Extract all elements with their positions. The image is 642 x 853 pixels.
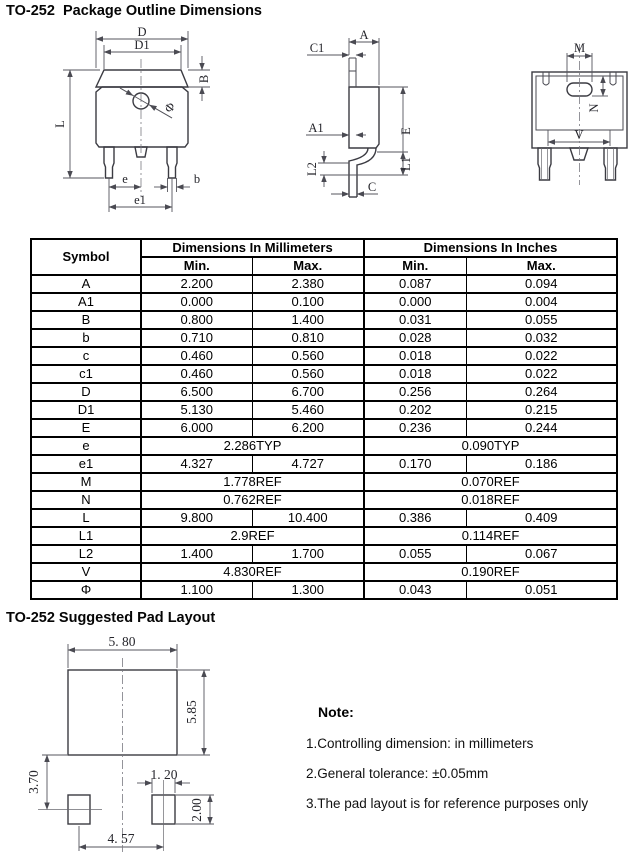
table-cell: 9.800 (141, 509, 252, 527)
table-cell: M (31, 473, 141, 491)
dim-label-e1: e1 (134, 193, 146, 207)
table-cell: 0.055 (364, 545, 466, 563)
table-cell: D (31, 383, 141, 401)
table-row (31, 329, 617, 347)
note-item-2: 2.General tolerance: ±0.05mm (306, 766, 489, 781)
table-cell: B (31, 311, 141, 329)
dim-label-A1: A1 (308, 121, 324, 135)
table-cell: 0.043 (364, 581, 466, 599)
table-cell: A1 (31, 293, 141, 311)
dim-label-A: A (359, 28, 369, 42)
table-cell: 6.700 (252, 383, 364, 401)
table-cell: 0.022 (466, 347, 617, 365)
table-row (31, 473, 617, 491)
table-cell: b (31, 329, 141, 347)
table-cell: 4.830REF (141, 563, 364, 581)
note-item-3: 3.The pad layout is for reference purposes only (306, 796, 589, 811)
table-cell: 0.560 (252, 347, 364, 365)
table-cell: 0.710 (141, 329, 252, 347)
table-cell: 0.070REF (364, 473, 617, 491)
table-cell: 0.022 (466, 365, 617, 383)
table-row (31, 563, 617, 581)
table-cell: 6.200 (252, 419, 364, 437)
dim-label-L: L (53, 120, 67, 128)
table-cell: 0.018REF (364, 491, 617, 509)
col-header-mm: Dimensions In Millimeters (141, 239, 364, 257)
dimensions-table (30, 238, 618, 600)
table-cell: V (31, 563, 141, 581)
table-cell: N (31, 491, 141, 509)
table-cell: 0.100 (252, 293, 364, 311)
table-cell: 1.300 (252, 581, 364, 599)
table-cell: 1.778REF (141, 473, 364, 491)
table-row (31, 311, 617, 329)
dim-label-pad-pitch: 4. 57 (107, 831, 135, 846)
table-row (31, 347, 617, 365)
table-cell: 1.400 (141, 545, 252, 563)
table-cell: 0.000 (141, 293, 252, 311)
table-cell: 0.004 (466, 293, 617, 311)
table-cell: 0.560 (252, 365, 364, 383)
dim-label-L1: L1 (399, 157, 413, 171)
table-cell: 0.028 (364, 329, 466, 347)
table-cell: 4.327 (141, 455, 252, 473)
table-cell: 0.018 (364, 365, 466, 383)
table-cell: 0.460 (141, 347, 252, 365)
subcol-in-max: Max. (466, 257, 617, 275)
table-cell: 0.067 (466, 545, 617, 563)
table-cell: 1.700 (252, 545, 364, 563)
dim-label-small-pad-width: 1. 20 (150, 767, 178, 782)
page-title: TO-252 Package Outline Dimensions (6, 3, 262, 19)
table-row (31, 581, 617, 599)
table-row (31, 275, 617, 293)
dim-label-B: B (197, 74, 211, 84)
table-cell: 0.090TYP (364, 437, 617, 455)
dim-label-pad-width: 5. 80 (108, 634, 136, 649)
table-cell: 0.031 (364, 311, 466, 329)
dim-label-V: V (574, 128, 584, 142)
table-cell: 0.190REF (364, 563, 617, 581)
table-row (31, 545, 617, 563)
dim-label-b: b (193, 172, 201, 186)
table-cell: 0.810 (252, 329, 364, 347)
col-header-inches: Dimensions In Inches (364, 239, 617, 257)
table-cell: 1.400 (252, 311, 364, 329)
dim-label-D1: D1 (134, 38, 150, 52)
table-cell: 0.087 (364, 275, 466, 293)
dim-label-C1: C1 (309, 41, 325, 55)
table-cell: e (31, 437, 141, 455)
pad-layout-title: TO-252 Suggested Pad Layout (6, 610, 216, 626)
side-view-drawing (300, 28, 430, 213)
subcol-mm-max: Max. (252, 257, 364, 275)
front-view-drawing (50, 25, 225, 230)
table-cell: 0.800 (141, 311, 252, 329)
table-row (31, 527, 617, 545)
table-row (31, 365, 617, 383)
table-cell: 1.100 (141, 581, 252, 599)
table-row (31, 383, 617, 401)
table-cell: 0.236 (364, 419, 466, 437)
table-cell: A (31, 275, 141, 293)
dim-label-e: e (122, 172, 128, 186)
table-cell: 10.400 (252, 509, 364, 527)
table-row (31, 491, 617, 509)
table-cell: 0.051 (466, 581, 617, 599)
table-cell: 2.286TYP (141, 437, 364, 455)
table-cell: 0.386 (364, 509, 466, 527)
table-cell: 0.032 (466, 329, 617, 347)
table-cell: 2.9REF (141, 527, 364, 545)
col-header-symbol: Symbol (31, 239, 141, 275)
table-cell: Φ (31, 581, 141, 599)
table-cell: e1 (31, 455, 141, 473)
note-title: Note: (318, 704, 354, 720)
table-cell: 0.460 (141, 365, 252, 383)
table-cell: c (31, 347, 141, 365)
table-cell: c1 (31, 365, 141, 383)
dim-label-small-pad-height: 2.00 (189, 798, 204, 822)
pad-layout-drawing (18, 630, 233, 853)
table-cell: 0.264 (466, 383, 617, 401)
table-cell: L1 (31, 527, 141, 545)
table-cell: 0.256 (364, 383, 466, 401)
dim-label-pad-offset: 3.70 (26, 770, 41, 794)
subcol-mm-min: Min. (141, 257, 252, 275)
table-cell: 0.018 (364, 347, 466, 365)
table-cell: 0.094 (466, 275, 617, 293)
table-cell: 6.000 (141, 419, 252, 437)
table-cell: 2.380 (252, 275, 364, 293)
dim-label-D: D (137, 25, 147, 39)
table-cell: 2.200 (141, 275, 252, 293)
dim-label-L2: L2 (305, 162, 319, 176)
table-cell: 0.202 (364, 401, 466, 419)
package-outline (349, 58, 379, 197)
table-cell: 0.055 (466, 311, 617, 329)
table-cell: L (31, 509, 141, 527)
table-row (31, 509, 617, 527)
table-cell: 6.500 (141, 383, 252, 401)
back-view-drawing (505, 40, 640, 190)
table-cell: L2 (31, 545, 141, 563)
table-cell: 0.000 (364, 293, 466, 311)
dim-label-phi: Φ (161, 99, 179, 116)
dimensions-table-body (31, 275, 617, 599)
table-cell: 0.215 (466, 401, 617, 419)
dimension-lines (38, 644, 214, 852)
table-cell: D1 (31, 401, 141, 419)
table-cell: 4.727 (252, 455, 364, 473)
table-row (31, 419, 617, 437)
dim-label-M: M (573, 41, 586, 55)
table-cell: 5.130 (141, 401, 252, 419)
table-row (31, 401, 617, 419)
table-cell: 0.114REF (364, 527, 617, 545)
table-row (31, 293, 617, 311)
table-cell: 0.170 (364, 455, 466, 473)
table-cell: 0.409 (466, 509, 617, 527)
dim-label-N: N (587, 103, 601, 113)
note-item-1: 1.Controlling dimension: in millimeters (306, 736, 534, 751)
table-cell: 0.762REF (141, 491, 364, 509)
table-cell: 0.186 (466, 455, 617, 473)
table-cell: E (31, 419, 141, 437)
dim-label-C: C (367, 180, 377, 194)
table-row (31, 437, 617, 455)
table-cell: 5.460 (252, 401, 364, 419)
package-outline (96, 70, 188, 178)
table-cell: 0.244 (466, 419, 617, 437)
dim-label-pad-height: 5.85 (184, 700, 199, 724)
subcol-in-min: Min. (364, 257, 466, 275)
table-row (31, 455, 617, 473)
dim-label-E: E (399, 127, 413, 135)
dimension-lines (548, 44, 610, 185)
